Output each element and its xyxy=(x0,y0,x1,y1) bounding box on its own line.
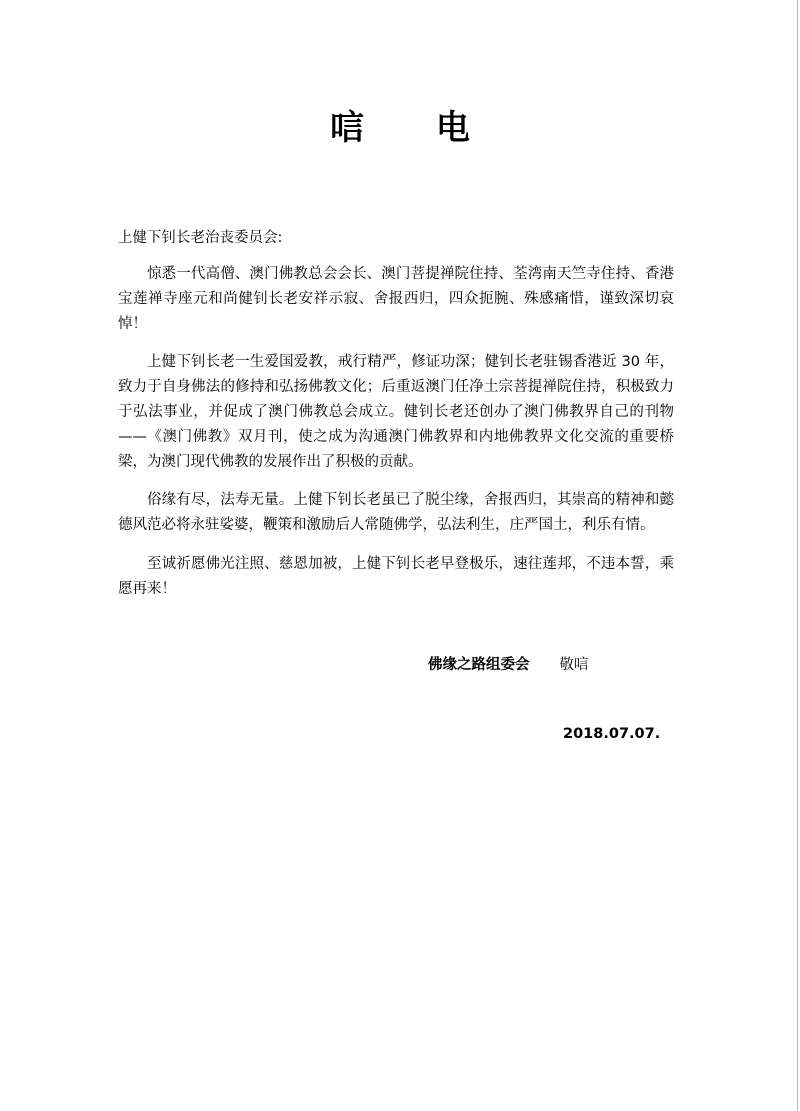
document-body xyxy=(118,262,674,616)
signature-closing: 敬唁 xyxy=(559,657,589,673)
salutation: 上健下钊长老治丧委员会: xyxy=(118,230,283,246)
signature-block xyxy=(428,654,589,676)
paragraph-condolence: 惊悉一代高僧、澳门佛教总会会长、澳门菩提禅院住持、荃湾南天竺寺住持、香港宝莲禅寺座元和尚健钊长老安祥示寂、舍报西归，四众扼腕、殊感痛惜，谨致深切哀悼！ xyxy=(118,266,674,332)
paragraph-biography: 上健下钊长老一生爱国爱教，戒行精严，修证功深；健钊长老驻锡香港近 30 年，致力于自身佛法的修持和弘扬佛教文化；后重返澳门任净土宗菩提禅院住持，积极致力于弘法事业，并促成了澳门佛教总会成立。健钊长老还创办了澳门佛教界自己的刊物——《澳门佛教》双月刊，使之成为沟通澳门佛教界和内地佛教界文化交流的重要桥梁，为澳门现代佛教的发展作出了积极的贡献。 xyxy=(118,354,674,470)
paragraph-prayer: 至诚祈愿佛光注照、慈恩加被，上健下钊长老早登极乐，速往莲邦，不违本誓，乘愿再来！ xyxy=(118,555,674,597)
document-date: 2018.07.07. xyxy=(563,726,661,742)
paragraph-legacy: 俗缘有尽，法寿无量。上健下钊长老虽已了脱尘缘，舍报西归，其崇高的精神和懿德风范必将永驻娑婆，鞭策和激励后人常随佛学，弘法利生，庄严国土，利乐有情。 xyxy=(118,492,674,534)
signature-organization: 佛缘之路组委会 xyxy=(428,657,530,673)
document-title: 唁 电 xyxy=(330,108,500,148)
page-edge-line xyxy=(797,0,798,1111)
